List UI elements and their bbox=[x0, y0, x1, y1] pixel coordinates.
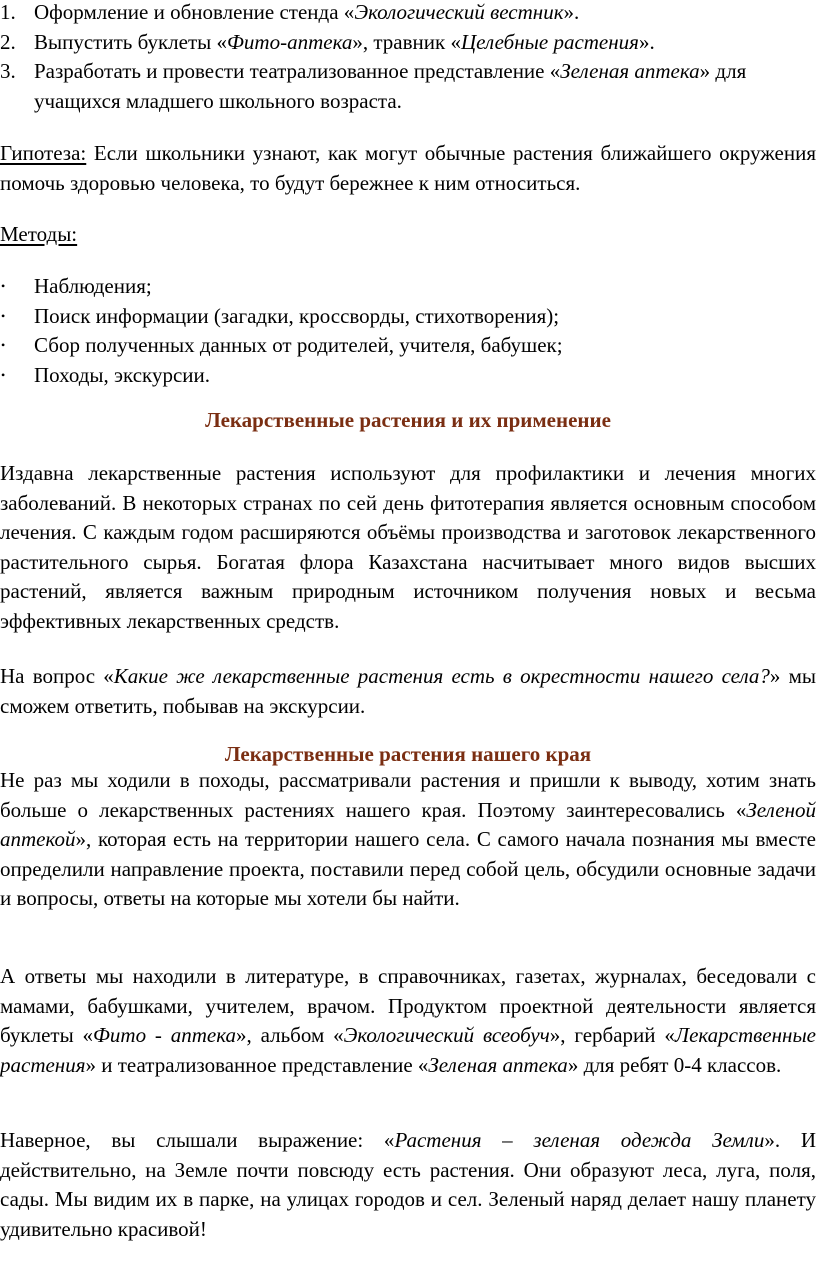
bullet-icon: • bbox=[1, 279, 6, 293]
methods-label: Методы: bbox=[0, 222, 78, 246]
list-item bbox=[0, 331, 816, 361]
list-text: Поиск информации (загадки, кроссворды, стихотворения); bbox=[34, 303, 560, 328]
bullet-icon: • bbox=[1, 338, 6, 353]
list-item bbox=[0, 0, 816, 28]
hypothesis-paragraph bbox=[0, 139, 816, 198]
list-text: Походы, экскурсии. bbox=[34, 362, 210, 387]
paragraph: Наверное, вы слышали выражение: «Растения – зеленая одежда Земли». И действительно, на Земле почти повсюду есть растения. Они образуют леса, луга, поля, сады. Мы видим их в парке, на улицах городов и сел. Зеленый наряд делает нашу планету удивительно красивой! bbox=[0, 1128, 816, 1241]
bullet-icon: • bbox=[1, 308, 6, 323]
paragraph: На вопрос «Какие же лекарственные растения есть в окрестности нашего села?» мы сможем ответить, побывав на экскурсии. bbox=[0, 664, 816, 718]
section-heading: Лекарственные растения и их применение bbox=[205, 408, 611, 432]
numbered-list bbox=[0, 0, 816, 116]
list-number: 1. bbox=[0, 0, 16, 24]
paragraph: А ответы мы находили в литературе, в справочниках, газетах, журналах, беседовали с мамами, бабушками, учителем, врачом. Продуктом проектной деятельности является буклеты «Фито - аптека», альбом «Экологический всеобуч», гербарий «Лекарственные растения» и театрализованное представление «Зеленая аптека» для ребят 0-4 классов. bbox=[0, 964, 816, 1077]
section-heading: Лекарственные растения нашего края bbox=[224, 742, 592, 766]
bullet-icon: • bbox=[1, 367, 6, 382]
list-text: Наблюдения; bbox=[34, 274, 152, 298]
list-item bbox=[0, 302, 816, 332]
list-item bbox=[0, 57, 816, 116]
hypothesis-label: Гипотеза: bbox=[0, 141, 87, 165]
list-item bbox=[0, 361, 816, 391]
list-item bbox=[0, 272, 816, 302]
list-text: Оформление и обновление стенда «Экологический вестник». bbox=[34, 0, 580, 24]
methods-list bbox=[0, 272, 816, 390]
list-text: Сбор полученных данных от родителей, учителя, бабушек; bbox=[34, 333, 563, 358]
list-text: Разработать и провести театрализованное представление «Зеленая аптека» для учащихся младшего школьного возраста. bbox=[34, 59, 747, 113]
list-number: 3. bbox=[0, 59, 16, 84]
list-item bbox=[0, 28, 816, 58]
list-number: 2. bbox=[0, 29, 16, 54]
paragraph: Издавна лекарственные растения используют для профилактики и лечения многих заболеваний. В некоторых странах по сей день фитотерапия является основным способом лечения. С каждым годом расширяются объёмы производства и заготовок лекарственного растительного сырья. Богатая флора Казахстана насчитывает много видов высших растений, является важным природным источником получения новых и весьма эффективных лекарственных средств. bbox=[0, 461, 816, 633]
list-text: Выпустить буклеты «Фито-аптека», травник «Целебные растения». bbox=[34, 29, 655, 54]
paragraph: Не раз мы ходили в походы, рассматривали растения и пришли к выводу, хотим знать больше о лекарственных растениях нашего края. Поэтому заинтересовались «Зеленой аптекой», которая есть на территории нашего села. С самого начала познания мы вместе определили направление проекта, поставили перед собой цель, обсудили основные задачи и вопросы, ответы на которые мы хотели бы найти. bbox=[0, 768, 816, 911]
hypothesis-text: Если школьники узнают, как могут обычные растения ближайшего окружения помочь здоровью человека, то будут бережнее к ним относиться. bbox=[0, 141, 816, 195]
